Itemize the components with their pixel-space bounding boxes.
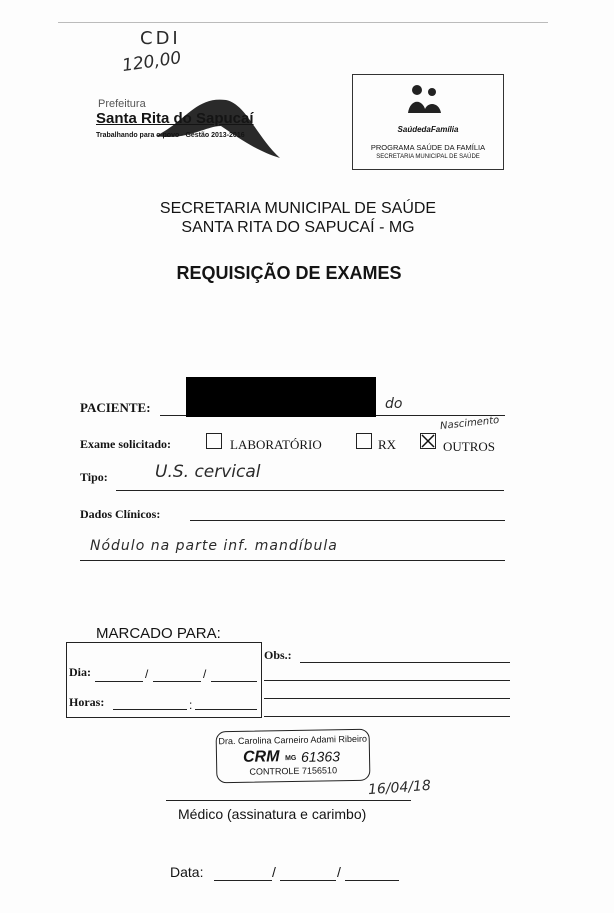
dados-line1 <box>190 520 505 521</box>
dados-line2 <box>80 560 505 561</box>
dia-month-field[interactable] <box>153 681 201 682</box>
logo-slogan: Trabalhando para o povo - Gestão 2013-2016 <box>96 132 245 139</box>
paciente-hand2: Nascimento <box>439 414 500 433</box>
data-day-field[interactable] <box>214 880 272 881</box>
doctor-stamp <box>216 729 371 784</box>
paciente-hand1: do <box>385 396 403 412</box>
signature-date: 16/04/18 <box>367 777 432 799</box>
stamp-crm: CRM <box>242 748 280 766</box>
tipo-value: U.S. cervical <box>155 462 261 482</box>
horas-hour-field[interactable] <box>113 709 187 710</box>
psf-secretaria: SECRETARIA MUNICIPAL DE SAÚDE <box>376 154 480 160</box>
dados-label: Dados Clínicos: <box>80 507 161 521</box>
obs-line3[interactable] <box>264 698 510 699</box>
laboratorio-checkbox[interactable] <box>206 433 222 449</box>
obs-line4[interactable] <box>264 716 510 717</box>
page-title: REQUISIÇÃO DE EXAMES <box>176 263 402 283</box>
data-month-field[interactable] <box>280 880 336 881</box>
stamp-crm-number: 61363 <box>300 748 341 765</box>
logo-prefeitura-text: Prefeitura <box>98 98 146 110</box>
dia-day-field[interactable] <box>95 681 143 682</box>
obs-line1[interactable] <box>300 662 510 663</box>
marcado-title: MARCADO PARA: <box>96 625 221 642</box>
paciente-label: PACIENTE: <box>80 400 151 415</box>
data-label: Data: <box>170 864 204 880</box>
obs-label: Obs.: <box>264 648 292 662</box>
stamp-crm-state: MG <box>284 754 297 763</box>
tipo-label: Tipo: <box>80 470 108 484</box>
family-icon <box>405 83 445 113</box>
top-rule <box>58 22 548 23</box>
annotation-value: 120,00 <box>120 47 183 77</box>
psf-logo-box <box>352 74 504 170</box>
signature-line[interactable] <box>166 800 411 801</box>
outros-label: OUTROS <box>443 439 496 454</box>
redaction-block <box>186 377 376 417</box>
annotation-code: CDI <box>140 28 181 49</box>
signature-caption: Médico (assinatura e carimbo) <box>178 806 367 822</box>
dia-label: Dia: <box>69 665 91 679</box>
dia-year-field[interactable] <box>211 681 257 682</box>
stamp-doctor-name: Dra. Carolina Carneiro Adami Ribeiro <box>218 733 368 747</box>
exame-label: Exame solicitado: <box>80 437 171 451</box>
logo-city-name: Santa Rita do Sapucaí <box>96 110 254 127</box>
dados-value: Nódulo na parte inf. mandíbula <box>90 538 338 554</box>
prefeitura-logo <box>96 96 286 162</box>
horas-min-field[interactable] <box>195 709 257 710</box>
header-line1: SECRETARIA MUNICIPAL DE SAÚDE <box>159 200 437 217</box>
data-year-field[interactable] <box>345 880 399 881</box>
horas-label: Horas: <box>69 695 105 709</box>
tipo-line <box>116 490 504 491</box>
rx-checkbox[interactable] <box>356 433 372 449</box>
checkmark-x-icon <box>421 434 435 448</box>
rx-label: RX <box>378 437 397 452</box>
obs-line2[interactable] <box>264 680 510 681</box>
stamp-controle: CONTROLE 7156510 <box>249 765 338 777</box>
psf-program: PROGRAMA SAÚDE DA FAMÍLIA <box>370 143 486 152</box>
psf-brand: SaúdedaFamília <box>397 125 459 134</box>
marcado-box: Dia: / / Horas: : <box>66 642 262 718</box>
outros-checkbox[interactable] <box>420 433 436 449</box>
header-line2: SANTA RITA DO SAPUCAÍ - MG <box>181 219 415 236</box>
laboratorio-label: LABORATÓRIO <box>230 437 322 452</box>
